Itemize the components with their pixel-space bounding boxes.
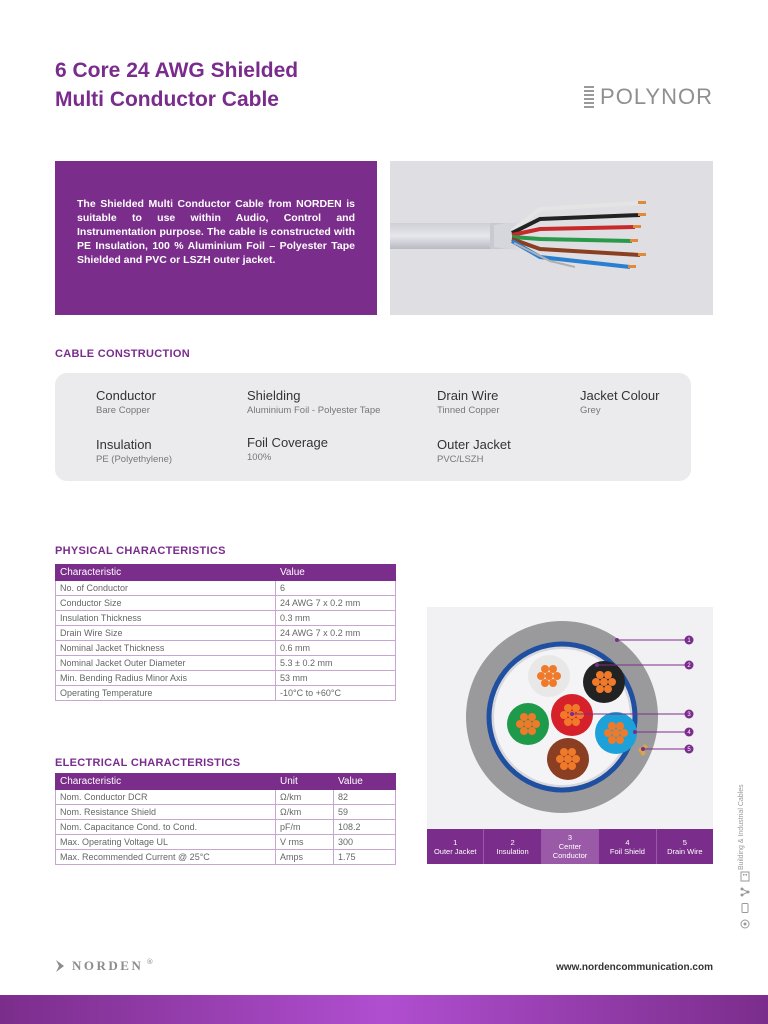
page-title [55, 56, 298, 114]
diagram-legend [427, 829, 713, 864]
table-row: Max. Operating Voltage UL V rms 300 [56, 835, 396, 850]
norden-logo-text: NORDEN [72, 958, 144, 973]
footer-bar [0, 995, 768, 1024]
construction-jacket-colour: Jacket Colour Grey [580, 388, 660, 416]
sidebar-icons [736, 870, 754, 930]
callout-4: 4 [687, 730, 691, 736]
legend-center-conductor: 3 Center Conductor [542, 829, 599, 864]
column-header: Characteristic [56, 774, 276, 790]
building-icon [739, 870, 751, 882]
construction-outer-jacket: Outer Jacket PVC/LSZH [437, 437, 511, 465]
table-row: Nom. Resistance Shield Ω/km 59 [56, 805, 396, 820]
callout-2: 2 [687, 663, 691, 669]
column-header: Unit [276, 774, 334, 790]
intro-text: The Shielded Multi Conductor Cable from NORDEN is suitable to use within Audio, Control and Instrumentation purpose. The cable is constructed with PE Insulation, 100 % Aluminium Foil – Polyester Tape Shielded and PVC or LSZH outer jacket. [77, 198, 355, 266]
table-row: Operating Temperature -10°C to +60°C [56, 686, 396, 701]
table-row: Nom. Conductor DCR Ω/km 82 [56, 790, 396, 805]
callout-5: 5 [687, 747, 691, 753]
cable-cross-section-diagram [427, 607, 713, 864]
cable-photo [390, 161, 713, 315]
sidebar-category-text: Building & Industrial Cables [738, 784, 745, 870]
physical-characteristics-table [55, 564, 396, 701]
intro-panel [55, 161, 377, 315]
column-header: Value [276, 565, 396, 581]
table-row: Conductor Size 24 AWG 7 x 0.2 mm [56, 596, 396, 611]
column-header: Value [334, 774, 396, 790]
legend-outer-jacket: 1 Outer Jacket [427, 829, 484, 864]
table-header-row [56, 774, 396, 790]
callout-3: 3 [687, 712, 691, 718]
conductor-green [507, 703, 549, 745]
construction-shielding: Shielding Aluminium Foil - Polyester Tape [247, 388, 381, 416]
construction-foil-coverage: Foil Coverage 100% [247, 435, 328, 463]
conductor-black [583, 661, 625, 703]
cable-construction-heading: CABLE CONSTRUCTION [55, 348, 190, 360]
table-row: Insulation Thickness 0.3 mm [56, 611, 396, 626]
cable-illustration [390, 161, 713, 315]
table-row: Nom. Capacitance Cond. to Cond. pF/m 108.2 [56, 820, 396, 835]
physical-characteristics-heading: PHYSICAL CHARACTERISTICS [55, 545, 226, 557]
polynor-logo [584, 84, 713, 110]
norden-chevron-icon [55, 959, 69, 973]
construction-conductor: Conductor Bare Copper [96, 388, 156, 416]
title-line-2: Multi Conductor Cable [55, 88, 279, 111]
table-header-row [56, 565, 396, 581]
legend-drain-wire: 5 Drain Wire [657, 829, 713, 864]
construction-drain-wire: Drain Wire Tinned Copper [437, 388, 500, 416]
table-row: Min. Bending Radius Minor Axis 53 mm [56, 671, 396, 686]
callout-1: 1 [687, 638, 691, 644]
conductor-brown [547, 738, 589, 780]
electrical-characteristics-table [55, 773, 396, 865]
title-line-1: 6 Core 24 AWG Shielded [55, 59, 299, 82]
construction-insulation: Insulation PE (Polyethylene) [96, 437, 173, 465]
table-row: No. of Conductor 6 [56, 581, 396, 596]
website-link[interactable]: www.nordencommunication.com [556, 962, 713, 973]
table-row: Drain Wire Size 24 AWG 7 x 0.2 mm [56, 626, 396, 641]
electrical-characteristics-heading: ELECTRICAL CHARACTERISTICS [55, 757, 241, 769]
network-icon [739, 886, 751, 898]
table-row: Max. Recommended Current @ 25°C Amps 1.75 [56, 850, 396, 865]
norden-logo [55, 958, 153, 974]
registered-mark: ® [146, 958, 154, 966]
cross-section-svg [427, 607, 713, 829]
table-row: Nominal Jacket Outer Diameter 5.3 ± 0.2 mm [56, 656, 396, 671]
column-header: Characteristic [56, 565, 276, 581]
sidebar-category [738, 760, 750, 870]
legend-foil-shield: 4 Foil Shield [599, 829, 656, 864]
cable-construction-panel [55, 373, 691, 481]
device-icon [739, 902, 751, 914]
legend-insulation: 2 Insulation [484, 829, 541, 864]
brand-name: POLYNOR [600, 84, 713, 109]
conductor-blue [595, 712, 637, 754]
table-row: Nominal Jacket Thickness 0.6 mm [56, 641, 396, 656]
polynor-mark-icon [584, 86, 594, 108]
conductor-white [528, 655, 570, 697]
industrial-icon [739, 918, 751, 930]
